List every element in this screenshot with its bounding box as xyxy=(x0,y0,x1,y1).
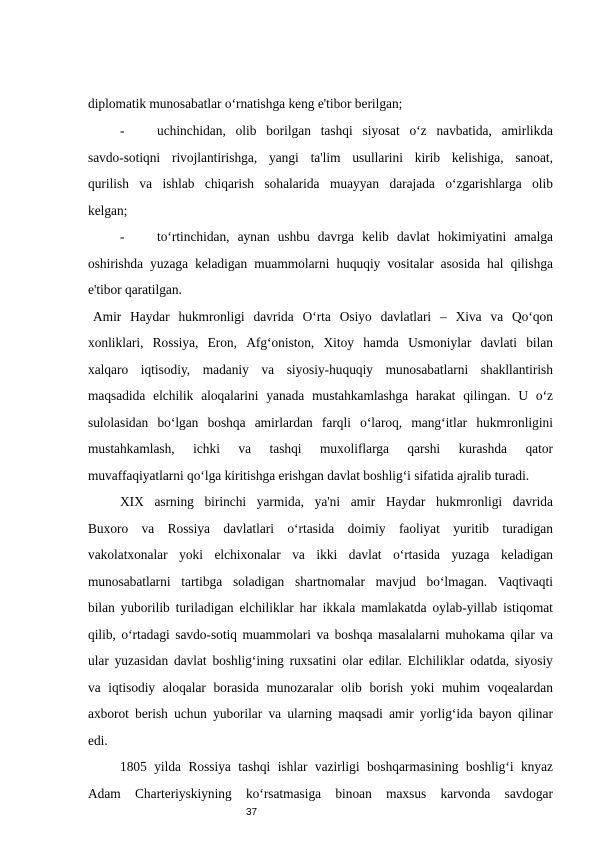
text-line: diplomatik munosabatlar oʻrnatishga keng e'tibor berilgan; xyxy=(88,96,403,111)
text-line: 1805 yilda Rossiya tashqi ishlar vazirligi boshqarmasining boshligʻi knyaz xyxy=(120,759,553,774)
list-marker: - xyxy=(120,229,125,244)
text-line: munosabatlarni tartibga soladigan shartnomalar mavjud boʻlmagan. Vaqtivaqti xyxy=(88,574,553,589)
text-line: kelgan; xyxy=(88,203,128,218)
text-line: e'tibor qaratilgan. xyxy=(88,282,182,297)
text-line: qurilish va ishlab chiqarish sohalarida muayyan darajada oʻzgarishlarga olib xyxy=(88,176,553,191)
text-line: xalqaro iqtisodiy, madaniy va siyosiy-huquqiy munosabatlarni shakllantirish xyxy=(88,362,553,377)
text-line: Amir Haydar hukmronligi davrida Oʻrta Osiyo davlatlari – Xiva va Qoʻqon xyxy=(93,309,553,324)
text-line: vakolatxonalar yoki elchixonalar va ikki davlat oʻrtasida yuzaga keladigan xyxy=(88,547,553,562)
text-line: edi. xyxy=(88,733,108,748)
text-line: ular yuzasidan davlat boshligʻining ruxsatini olar edilar. Elchiliklar odatda, siyosiy xyxy=(88,653,553,668)
text-line: mustahkamlash, ichki va tashqi muxoliflarga qarshi kurashda qator xyxy=(88,441,553,456)
text-line: xonliklari, Rossiya, Eron, Afgʻoniston, Xitoy hamda Usmoniylar davlati bilan xyxy=(88,335,553,350)
text-line: Buxoro va Rossiya davlatlari oʻrtasida doimiy faoliyat yuritib turadigan xyxy=(88,521,553,536)
page-number: 37 xyxy=(246,807,258,818)
text-line: axborot berish uchun yuborilar va ularning maqsadi amir yorligʻida bayon qilinar xyxy=(88,706,553,721)
list-item-text: toʻrtinchidan, aynan ushbu davrga kelib davlat hokimiyatini amalga xyxy=(157,229,553,244)
text-line: XIX asrning birinchi yarmida, ya'ni amir Haydar hukmronligi davrida xyxy=(120,494,553,509)
list-item-text: uchinchidan, olib borilgan tashqi siyosat oʻz navbatida, amirlikda xyxy=(157,123,553,138)
text-line: va iqtisodiy aloqalar borasida munozaralar olib borish yoki muhim voqealardan xyxy=(88,680,553,695)
text-line: savdo-sotiqni rivojlantirishga, yangi ta'lim usullarini kirib kelishiga, sanoat, xyxy=(88,150,553,165)
text-line: Adam Charteriyskiyning koʻrsatmasiga binoan maxsus karvonda savdogar xyxy=(88,786,553,801)
text-line: qilib, oʻrtadagi savdo-sotiq muammolari va boshqa masalalarni muhokama qilar va xyxy=(88,627,553,642)
text-line: sulolasidan boʻlgan boshqa amirlardan farqli oʻlaroq, mangʻitlar hukmronligini xyxy=(88,415,553,430)
text-line: maqsadida elchilik aloqalarini yanada mustahkamlashga harakat qilingan. U oʻz xyxy=(88,388,553,403)
list-marker: - xyxy=(120,123,125,138)
text-line: bilan yuborilib turiladigan elchiliklar har ikkala mamlakatda oylab-yillab istiqomat xyxy=(88,600,553,615)
text-line: muvaffaqiyatlarni qoʻlga kiritishga erishgan davlat boshligʻi sifatida ajralib turadi. xyxy=(88,468,530,483)
text-line: oshirishda yuzaga keladigan muammolarni huquqiy vositalar asosida hal qilishga xyxy=(88,256,553,271)
